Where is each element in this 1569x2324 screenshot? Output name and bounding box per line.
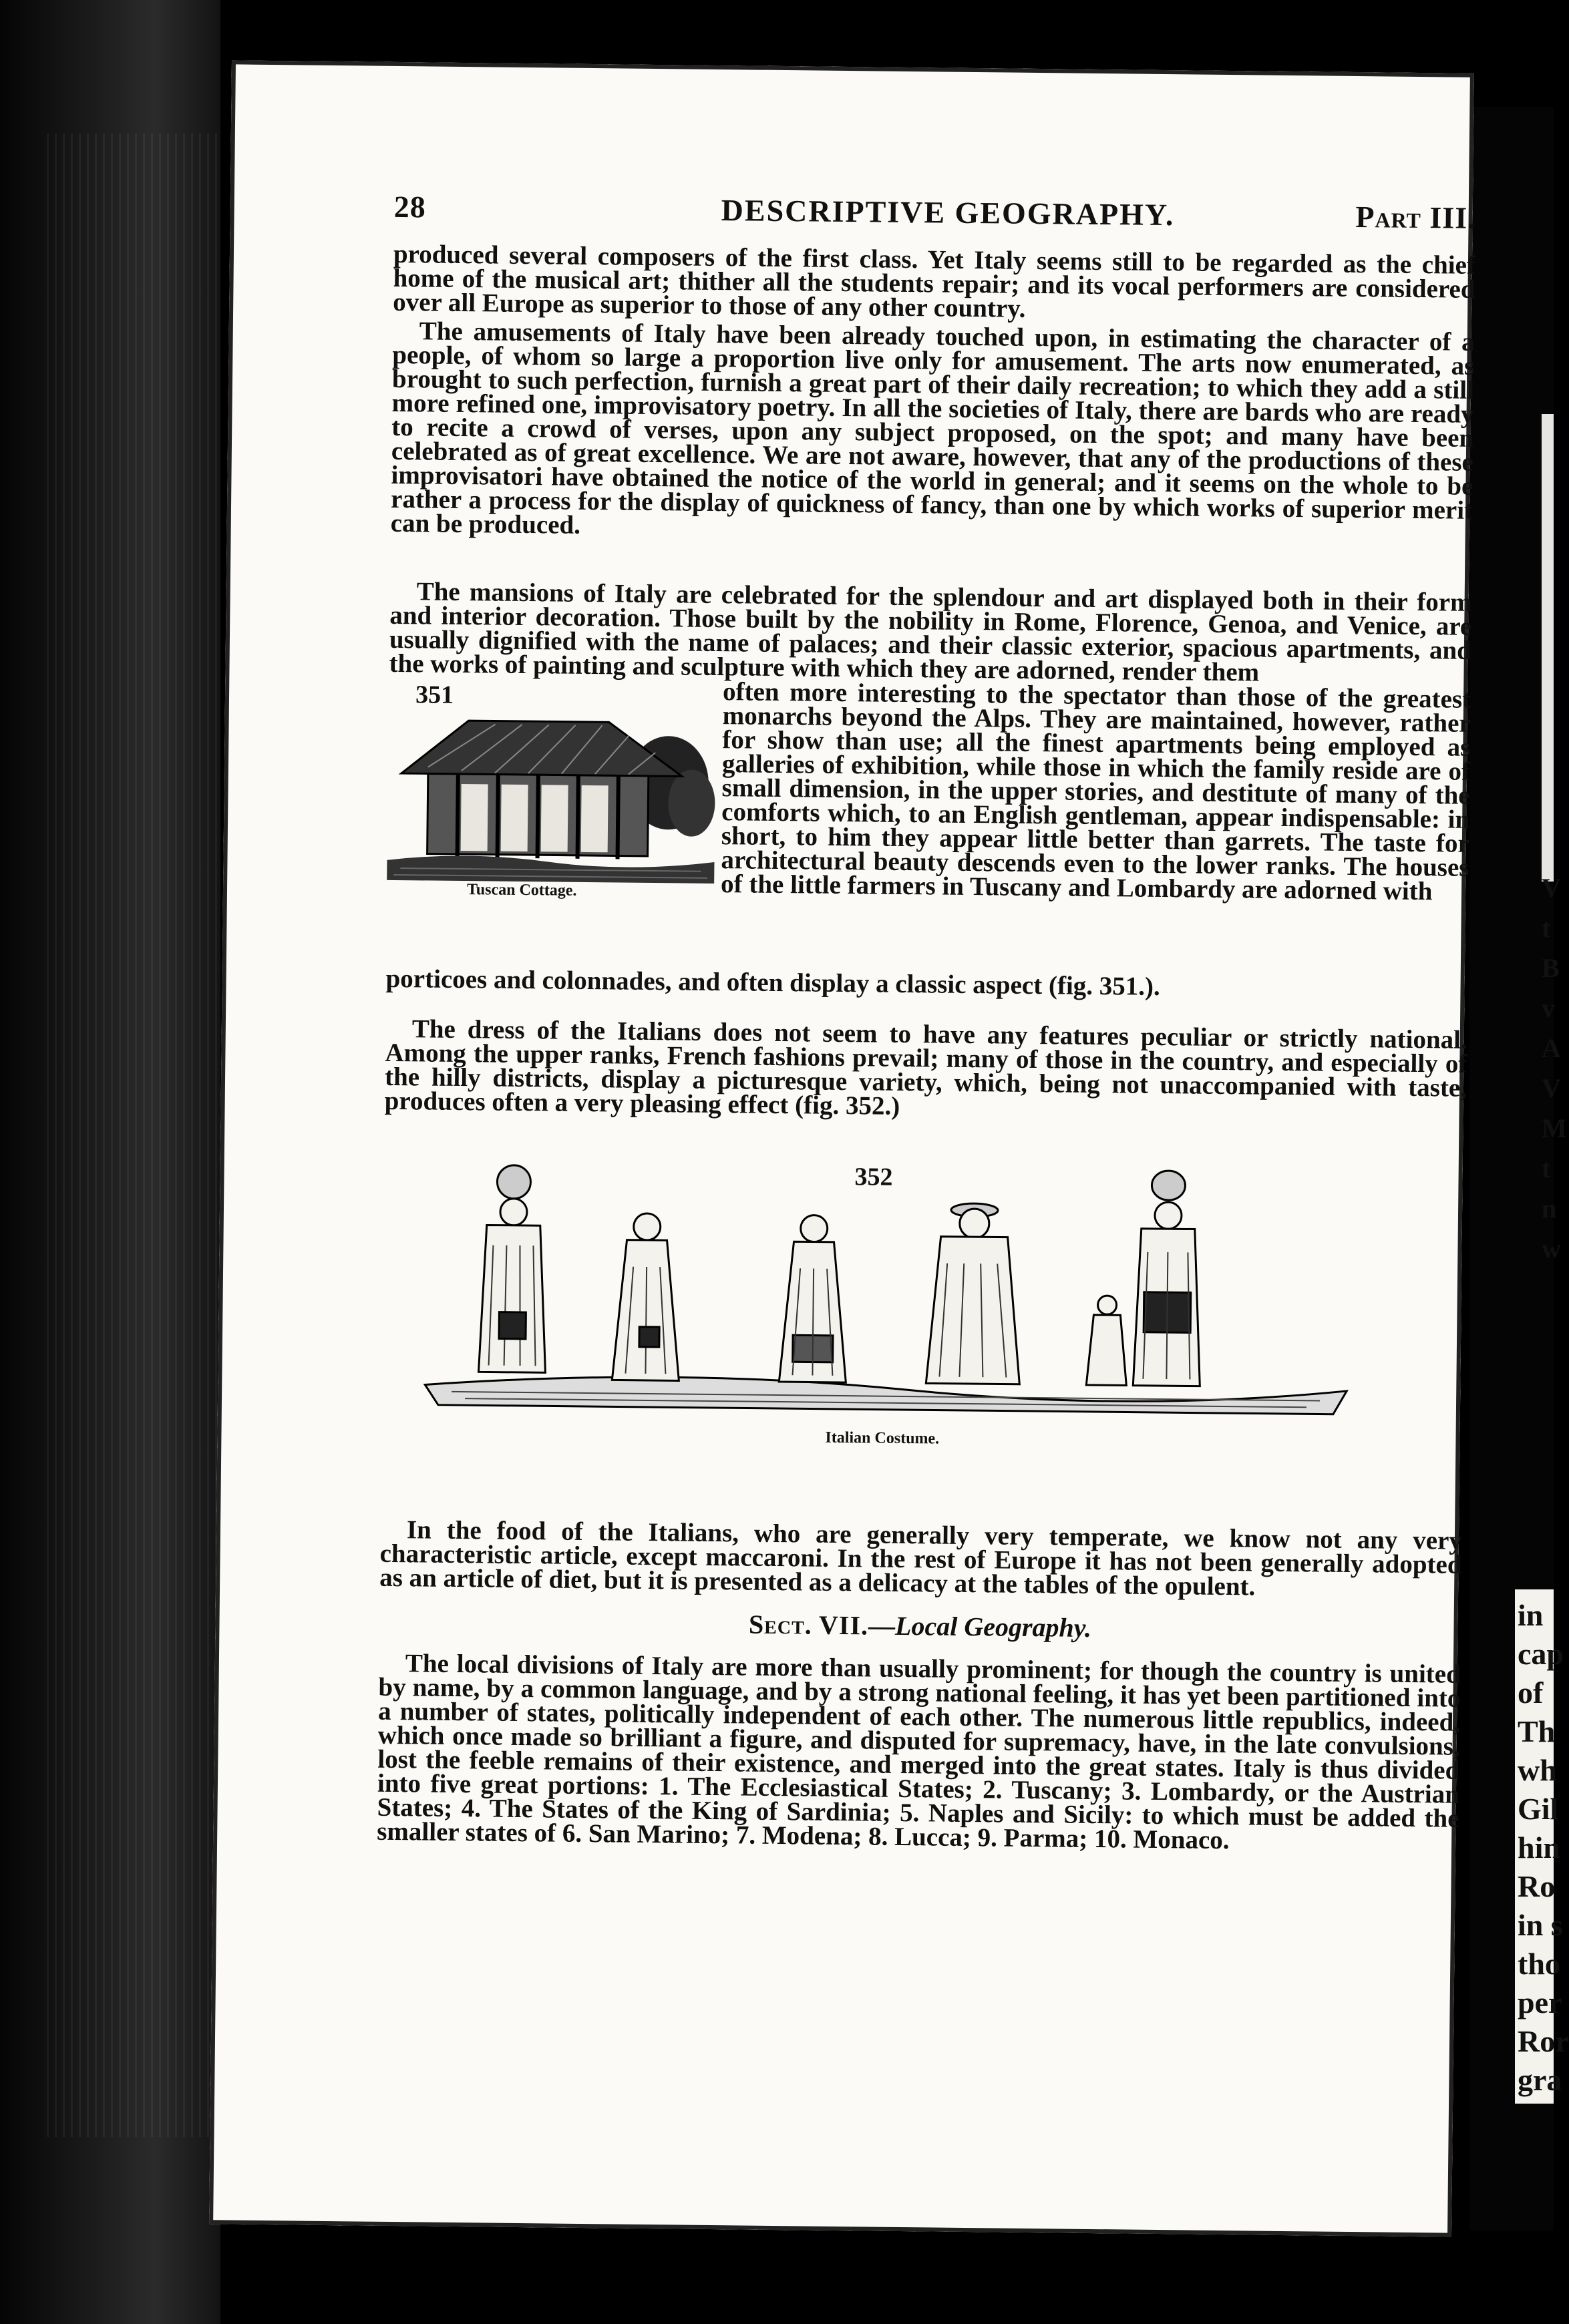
section-heading	[379, 1605, 1461, 1648]
paragraph-text: produced several composers of the first class. Yet Italy seems still to be regarded as the chief home of the musical art; thither all the students repair; and its vocal performers are considered over all Europe as superior to those of any other country.	[393, 239, 1476, 323]
figure-number: 351	[415, 681, 454, 709]
paragraph-text: often more interesting to the spectator than those of the greatest monarchs beyond the Alps. They are maintained, however, rather for show than use; all the finest apartments being employed as galleries of exhibition, while those in which the family reside are of small dimension, in the upper stories, and destitute of many of the comforts which, to an English gentleman, appear indispensable: in short, to him they appear little better than garrets. The taste for architectural beauty descends even to the lower ranks. The houses of the little farmers in Tuscany and Lombardy are adorned with	[720, 677, 1471, 906]
section-title: Local Geography.	[894, 1610, 1092, 1643]
paragraph-local-divisions	[377, 1649, 1461, 1855]
book-page	[209, 60, 1474, 2237]
page-number: 28	[393, 189, 426, 224]
paragraph-text: The local divisions of Italy are more than usually prominent; for though the country is united by name, by a common language, and by a strong national feeling, it has yet been partitioned into a number of states, politically independent of each other. The numerous little republics, indeed, which once made so brilliant a figure, and disputed for supremacy, have, in the late convulsions, lost the feeble remains of their existence, and merged into the great states. Italy is thus divided into five great portions: 1. The Ecclesiastical States; 2. Tuscany; 3. Lombardy, or the Austrian States; 4. The States of the King of Sardinia; 5. Naples and Sicily: to which must be added the smaller states of 6. San Marino; 7. Modena; 8. Lucca; 9. Parma; 10. Monaco.	[377, 1649, 1461, 1855]
figure-caption: Tuscan Cottage.	[466, 881, 577, 900]
part-label: Part III.	[1355, 199, 1476, 235]
fragment: Th	[1518, 1714, 1556, 1748]
paragraph-dress	[384, 1014, 1467, 1125]
book-spine-edge	[47, 134, 220, 2137]
fragment: n	[1542, 1193, 1557, 1223]
fragment: in	[1518, 1598, 1544, 1632]
fragment: t	[1542, 913, 1551, 943]
fragment: Ro	[1518, 1869, 1556, 1903]
section-number: Sect. VII.	[748, 1609, 869, 1641]
page-header	[393, 189, 1476, 247]
fragment: B	[1542, 953, 1560, 983]
fragment: v	[1542, 993, 1555, 1023]
fragment: w	[1542, 1233, 1561, 1264]
fragment: V	[1542, 873, 1561, 903]
paragraph-amusements	[391, 319, 1475, 547]
paragraph-food	[379, 1515, 1463, 1601]
fragment: per	[1518, 1985, 1562, 2019]
paragraph-text: The dress of the Italians does not seem to have any features peculiar or strictly national. Among the upper ranks, French fashions prevail; many of those in the country, and especially of the hilly districts, display a picturesque variety, which, being not unaccompanied with taste, produces often a very pleasing effect (fig. 352.)	[384, 1014, 1467, 1121]
adjacent-page-upper-text	[1542, 868, 1567, 1269]
paragraph-mansions-end	[385, 964, 1467, 1002]
paragraph-mansions-wrap	[720, 677, 1471, 906]
fragment: gra	[1518, 2063, 1562, 2097]
figure-tuscan-cottage	[387, 680, 716, 904]
fragment: A	[1542, 1033, 1561, 1063]
fragment: hin	[1518, 1830, 1560, 1865]
figure-italian-costume	[411, 1157, 1389, 1461]
fragment: M	[1542, 1113, 1567, 1143]
paragraph-mansions	[389, 577, 1472, 687]
paragraph-text: The amusements of Italy have been already touched upon, in estimating the character of a people, of whom so large a proportion live only for amusement. The arts now enumerated, as brought to such perfection, furnish a great part of their daily recreation; to which they add a still more refined one, improvisatory poetry. In all the societies of Italy, there are bards who are ready to recite a crowd of verses, upon any subject proposed, on the spot; and many have been celebrated as of great excellence. We are not aware, however, that any of the productions of these improvisatori have obtained the notice of the world in general; and it seems on the whole to be rather a process for the display of quickness of fancy, than one by which works of superior merit can be produced.	[390, 317, 1475, 540]
cottage-illustration	[387, 693, 716, 884]
paragraph-text: In the food of the Italians, who are generally very temperate, we know not any very characteristic article, except maccaroni. In the rest of Europe it has not been generally adopted as an article of diet, but it is presented as a delicacy at the tables of the opulent.	[379, 1515, 1463, 1601]
fragment: of	[1518, 1676, 1544, 1710]
fragment: cap	[1518, 1637, 1564, 1671]
section-dash: —	[868, 1610, 896, 1641]
fragment: tho	[1518, 1947, 1560, 1981]
running-title: DESCRIPTIVE GEOGRAPHY.	[721, 193, 1175, 232]
paragraph-music	[393, 239, 1476, 326]
paragraph-text: porticoes and colonnades, and often display a classic aspect (fig. 351.).	[385, 964, 1160, 1001]
costume-illustration	[411, 1164, 1389, 1428]
fragment: in s	[1518, 1908, 1563, 1942]
fragment: t	[1542, 1153, 1551, 1183]
figure-number: 352	[854, 1163, 893, 1191]
fragment: Ror	[1518, 2024, 1569, 2058]
figure-caption: Italian Costume.	[825, 1428, 940, 1448]
paragraph-text: The mansions of Italy are celebrated for the splendour and art displayed both in their form and interior decoration. Those built by the nobility in Rome, Florence, Genoa, and Venice, are usually dignified with the name of palaces; and their classic exterior, spacious apartments, and the works of painting and sculpture with which they are adorned, render them	[389, 577, 1472, 687]
adjacent-page-upper	[1542, 414, 1554, 882]
fragment: Gil	[1518, 1792, 1559, 1826]
fragment: wh	[1518, 1753, 1557, 1787]
fragment: V	[1542, 1073, 1561, 1103]
adjacent-page-text	[1518, 1596, 1569, 2100]
